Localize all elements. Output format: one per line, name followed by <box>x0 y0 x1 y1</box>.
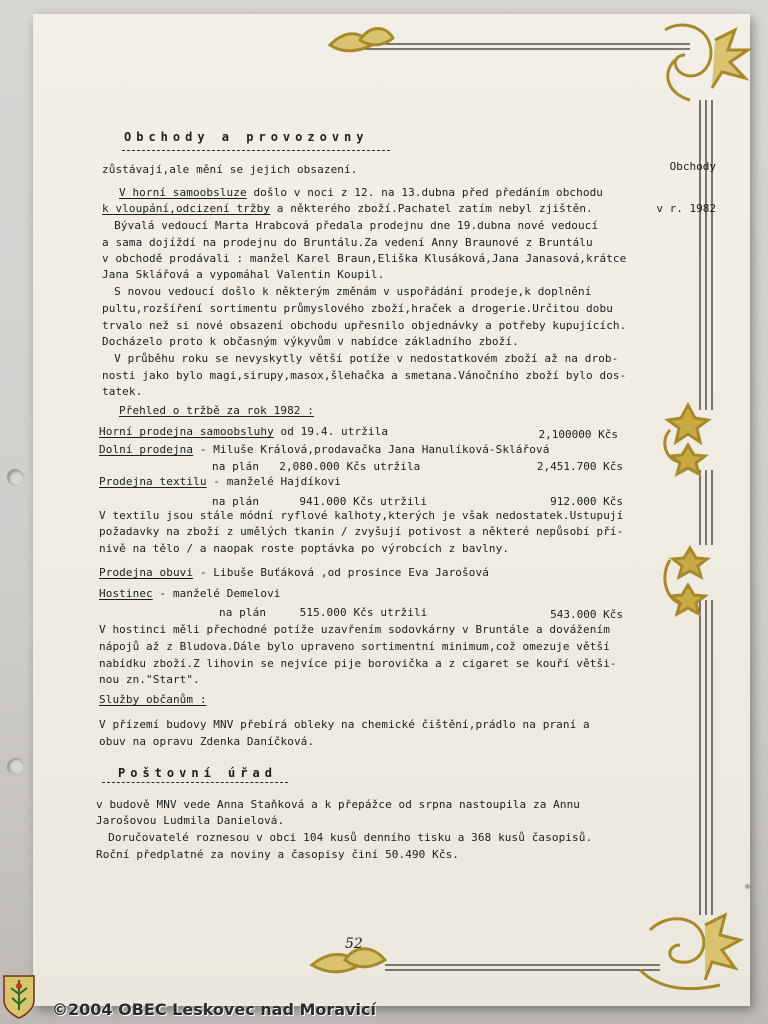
text-line <box>99 566 489 579</box>
margin-note-line: v r. 1982 <box>656 202 716 215</box>
section-heading-post-office: Poštovní úřad <box>118 766 277 780</box>
text-line: trvalo než si nové obsazení obchodu upřesnilo objednávky a potřeby kupujících. <box>102 319 627 332</box>
text-line: nabídku zboží.Z lihovin se nejvíce pije borovička a z cigaret se kouří větši- <box>99 657 617 670</box>
text-line: tatek. <box>102 385 143 398</box>
revenue-amount: 543.000 Kčs <box>550 608 623 621</box>
text-line: nou zn."Start". <box>99 673 200 686</box>
text-line: nivě na tělo / a naopak roste poptávka po výrobcích z bavlny. <box>99 542 510 555</box>
text-line: zůstávají,ale mění se jejich obsazení. <box>102 163 358 176</box>
text-span: od 19.4. utržila <box>273 425 389 438</box>
text-line: V přízemí budovy MNV přebírá obleky na chemické čištění,prádlo na praní a <box>99 718 590 731</box>
revenue-amount: 912.000 Kčs <box>550 495 623 508</box>
text-line <box>119 186 603 199</box>
revenue-amount: 2,100000 Kčs <box>538 428 618 441</box>
text-line: v obchodě prodávali : manžel Karel Braun,Eliška Klusáková,Jana Janasová,krátce <box>102 252 627 265</box>
text-line <box>99 587 281 600</box>
underlined-phrase: Horní prodejna samoobsluhy <box>99 425 274 438</box>
text-line: nápojů až z Bludova.Dále bylo upraveno sortimentní minimum,což omezuje větší <box>99 640 610 653</box>
text-line <box>99 475 341 488</box>
text-line <box>99 425 388 438</box>
text-line: pultu,rozšíření sortimentu průmyslového zboží,hraček a drogerie.Určitou dobu <box>102 302 613 315</box>
margin-note-line: Obchody <box>669 160 716 173</box>
text-line: a sama dojíždí na prodejnu do Bruntálu.Za vedení Anny Braunové z Bruntálu <box>102 236 593 249</box>
margin-note <box>640 132 716 244</box>
coat-of-arms-icon <box>2 974 36 1020</box>
text-span: - Libuše Buťáková ,od prosince Eva Jarošová <box>193 566 489 579</box>
text-line: na plán 515.000 Kčs utržili <box>219 606 428 619</box>
underlined-phrase: Dolní prodejna <box>99 443 194 456</box>
underlined-phrase: Prodejna textilu <box>99 475 207 488</box>
page-number: 52 <box>345 936 363 952</box>
text-line: Jarošovou Ludmila Danielová. <box>96 814 285 827</box>
text-span: došlo v noci z 12. na 13.dubna před předáním obchodu <box>246 186 604 199</box>
text-line: V hostinci měli přechodné potíže uzavřením sodovkárny v Bruntále a dovážením <box>99 623 610 636</box>
text-line: Docházelo proto k občasným výkyvům v nabídce základního zboží. <box>102 335 519 348</box>
services-heading: Služby občanům : <box>99 693 207 706</box>
text-line <box>99 443 549 456</box>
text-line: obuv na opravu Zdenka Daníčková. <box>99 735 315 748</box>
underlined-phrase: k vloupání,odcizení tržby <box>102 202 271 215</box>
text-line: v budově MNV vede Anna Staňková a k přepážce od srpna nastoupila za Annu <box>96 798 581 811</box>
text-line: Bývalá vedoucí Marta Hrabcová předala prodejnu dne 19.dubna nové vedoucí <box>94 219 599 232</box>
text-line: požadavky na zboží z umělých tkanin / zvyšují potivost a některé nepůsobí pří- <box>99 525 624 538</box>
heading-underline <box>122 150 390 151</box>
section-heading-shops: Obchody a provozovny <box>124 130 369 144</box>
copyright-watermark: ©2004 OBEC Leskovec nad Moravicí <box>52 1000 376 1019</box>
heading-underline <box>102 782 288 783</box>
text-line: Roční předplatné za noviny a časopisy činí 50.490 Kčs. <box>96 848 460 861</box>
underlined-phrase: V horní samoobsluze <box>119 186 247 199</box>
revenue-overview-heading: Přehled o tržbě za rok 1982 : <box>119 404 314 417</box>
text-span: - manželé Demelovi <box>152 587 281 600</box>
text-line: V textilu jsou stále módní ryflové kalhoty,kterých je však nedostatek.Ustupují <box>99 509 624 522</box>
text-line: V průběhu roku se nevyskytly větší potíže v nedostatkovém zboží až na drob- <box>94 352 619 365</box>
text-line: nosti jako bylo magi,sirupy,masox,šlehačka a smetana.Vánočního zboží bylo dos- <box>102 369 627 382</box>
text-line: S novou vedoucí došlo k některým změnám v uspořádání prodeje,k doplnění <box>94 285 592 298</box>
text-span: a některého zboží.Pachatel zatím nebyl zjištěn. <box>270 202 593 215</box>
text-line: na plán 941.000 Kčs utržili <box>212 495 428 508</box>
text-line: Jana Sklářová a vypomáhal Valentin Koupil. <box>102 268 385 281</box>
revenue-amount: 2,451.700 Kčs <box>536 460 623 473</box>
underlined-phrase: Prodejna obuvi <box>99 566 194 579</box>
text-line: Doručovatelé roznesou v obci 104 kusů denního tisku a 368 kusů časopisů. <box>88 831 593 844</box>
underlined-phrase: Hostinec <box>99 587 153 600</box>
text-line: na plán 2,080.000 Kčs utržila <box>212 460 421 473</box>
text-span: - Miluše Králová,prodavačka Jana Hanulíková-Sklářová <box>193 443 550 456</box>
text-span: - manželé Hajdíkovi <box>206 475 342 488</box>
text-line <box>102 202 593 215</box>
